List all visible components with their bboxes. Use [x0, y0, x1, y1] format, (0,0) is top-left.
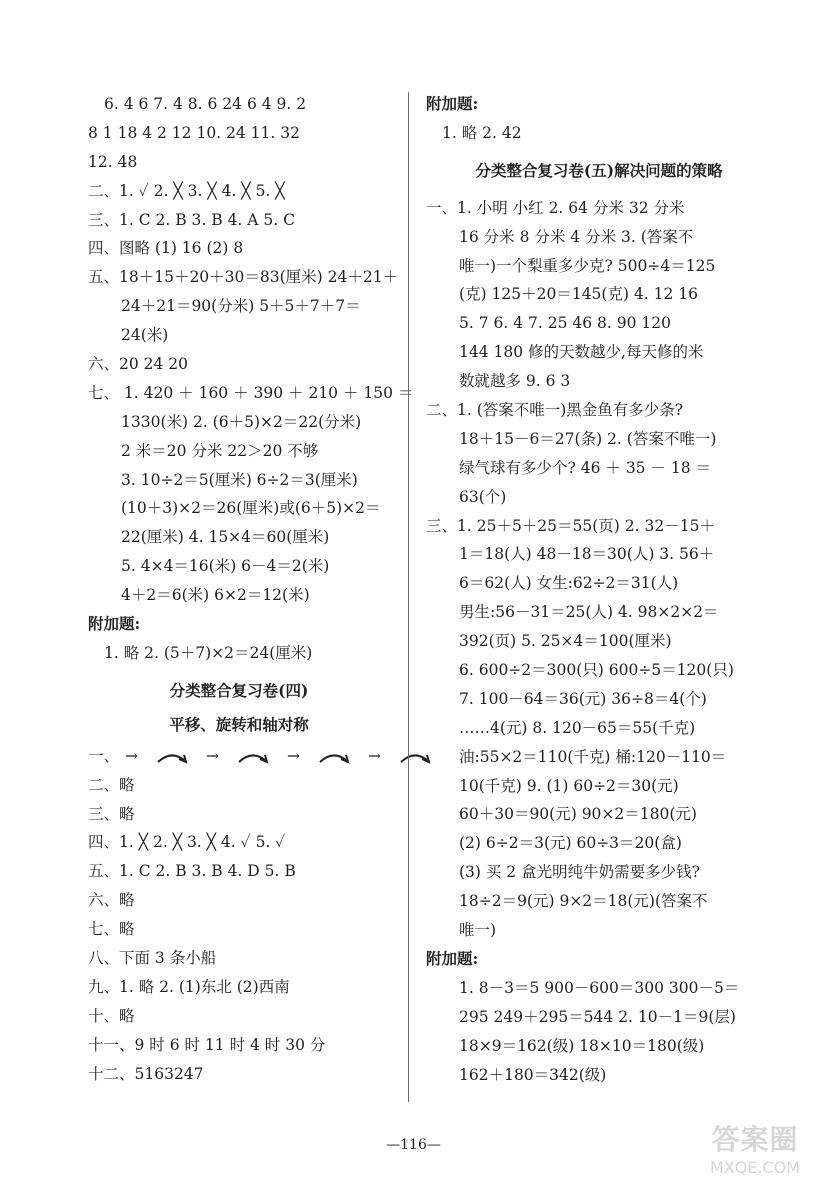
bonus-heading: 附加题:	[88, 614, 141, 634]
answer-line: 三、1. C 2. B 3. B 4. A 5. C	[88, 210, 295, 229]
answer-line: (10＋3)×2＝26(厘米)或(6＋5)×2＝	[121, 499, 381, 518]
answer-line: 1. 略 2. 42	[442, 123, 522, 142]
answer-line: (3) 买 2 盒光明纯牛奶需要多少钱?	[459, 863, 700, 882]
answer-line: 6. 4 6 7. 4 8. 6 24 6 4 9. 2	[104, 95, 307, 113]
answer-line: 五、1. C 2. B 3. B 4. D 5. B	[88, 862, 296, 881]
answer-line: 三、略	[88, 804, 135, 823]
answer-line: 十二、5163247	[88, 1064, 204, 1083]
answer-line: 8 1 18 4 2 12 10. 24 11. 32	[88, 123, 300, 142]
row-label: 一、	[88, 746, 120, 765]
answer-line: 九、1. 略 2. (1)东北 (2)西南	[88, 977, 290, 996]
right-column	[426, 90, 772, 1089]
answer-line: 七、略	[88, 920, 135, 939]
right-arrow-icon: →	[368, 746, 382, 765]
answer-line: 18＋15－6＝27(条) 2. (答案不唯一)	[459, 429, 717, 448]
watermark-url: MXQE.COM	[709, 1158, 801, 1177]
answer-line: 唯一)一个梨重多少克? 500÷4＝125	[459, 256, 716, 275]
watermark-text: 答案圈	[711, 1123, 799, 1156]
answer-line: 24(米)	[121, 326, 169, 345]
answer-line: 24＋21＝90(分米) 5＋5＋7＋7＝	[121, 297, 361, 316]
answer-line: 3. 10÷2＝5(厘米) 6÷2＝3(厘米)	[121, 470, 358, 489]
answer-line: 八、下面 3 条小船	[88, 949, 217, 968]
answer-line: 6＝62(人) 女生:62÷2＝31(人)	[459, 574, 679, 593]
answer-line: 二、略	[88, 775, 135, 794]
right-arrow-icon: →	[206, 746, 220, 765]
answer-line: 1330(米) 2. (6＋5)×2＝22(分米)	[121, 412, 362, 431]
answer-line: 5. 4×4＝16(米) 6－4＝2(米)	[121, 557, 330, 576]
answer-line: 18÷2＝9(元) 9×2＝18(元)(答案不	[459, 892, 708, 911]
section-title: 分类整合复习卷(五)解决问题的策略	[475, 160, 723, 180]
answer-line: 二、1. ✓ 2. ╳ 3. ╳ 4. ╳ 5. ╳	[88, 181, 285, 200]
clockwise-curve-arrow-icon	[317, 750, 351, 764]
answer-line: 6. 600÷2＝300(只) 600÷5＝120(只)	[459, 661, 734, 680]
answer-line: 十一、9 时 6 时 11 时 4 时 30 分	[88, 1035, 326, 1054]
answer-line: 油:55×2＝110(千克) 桶:120－110＝	[459, 747, 727, 766]
answer-line: 数就越多 9. 6 3	[459, 372, 571, 391]
answer-line: 男生:56－31＝25(人) 4. 98×2×2＝	[459, 603, 719, 622]
answer-line: 7. 100－64＝36(元) 36÷8＝4(个)	[459, 689, 707, 708]
answer-line: 4＋2＝6(米) 6×2＝12(米)	[121, 586, 310, 605]
answer-line: 16 分米 8 分米 4 分米 3. (答案不	[459, 227, 694, 246]
answer-line: 四、1. ╳ 2. ╳ 3. ╳ 4. ✓ 5. ✓	[88, 833, 286, 852]
right-arrow-icon: →	[287, 746, 301, 765]
answer-line: 四、图略 (1) 16 (2) 8	[88, 239, 244, 258]
answer-line: 十、略	[88, 1006, 135, 1025]
answer-line: 12. 48	[88, 152, 138, 171]
answer-line: 1＝18(人) 48－18＝30(人) 3. 56＋	[459, 545, 715, 564]
answer-line: 60＋30＝90(元) 90×2＝180(元)	[459, 805, 697, 824]
answer-line: 六、略	[88, 891, 135, 910]
answer-line: 22(厘米) 4. 15×4＝60(厘米)	[121, 528, 330, 547]
answer-line: 18×9＝162(级) 18×10＝180(级)	[459, 1036, 705, 1055]
answer-line: 二、1. (答案不唯一)黑金鱼有多少条?	[426, 401, 684, 420]
answer-line: 5. 7 6. 4 7. 25 46 8. 90 120	[459, 314, 671, 333]
answer-line: 162＋180＝342(级)	[459, 1065, 607, 1084]
answer-line: 五、18＋15＋20＋30＝83(厘米) 24＋21＋	[88, 268, 399, 287]
bonus-heading: 附加题:	[426, 94, 479, 113]
answer-line: (克) 125＋20＝145(克) 4. 12 16	[459, 285, 699, 304]
answer-line: 三、1. 25＋5＋25＝55(页) 2. 32－15＋	[426, 516, 715, 535]
page-number: —116—	[386, 1137, 441, 1153]
answer-line: 2 米＝20 分米 22＞20 不够	[121, 441, 319, 460]
answer-line: 一、1. 小明 小红 2. 64 分米 32 分米	[426, 198, 685, 217]
section-subtitle: 平移、旋转和轴对称	[169, 714, 309, 734]
answer-line: 63(个)	[459, 487, 507, 506]
answer-line: 绿气球有多少个? 46 ＋ 35 － 18 ＝	[459, 458, 712, 477]
clockwise-curve-arrow-icon	[236, 750, 270, 764]
answer-line: 六、20 24 20	[88, 355, 189, 374]
answer-line: 唯一)	[459, 921, 497, 940]
answer-line: 七、 1. 420 ＋ 160 ＋ 390 ＋ 210 ＋ 150 ＝	[88, 383, 414, 402]
answer-line: 1. 略 2. (5＋7)×2＝24(厘米)	[104, 643, 313, 662]
answer-line: 10(千克) 9. (1) 60÷2＝30(元)	[459, 776, 679, 795]
answer-line: 144 180 修的天数越少,每天修的米	[459, 343, 704, 362]
watermark-logo	[700, 1118, 810, 1190]
section-title: 分类整合复习卷(四)	[169, 680, 309, 700]
answer-line: ……4(元) 8. 120－65＝55(千克)	[459, 718, 696, 737]
answer-line: (2) 6÷2＝3(元) 60÷3＝20(盒)	[459, 834, 682, 853]
clockwise-curve-arrow-icon	[155, 750, 189, 764]
bonus-heading: 附加题:	[426, 948, 479, 968]
answer-line: 1. 8－3＝5 900－600＝300 300－5＝	[459, 978, 740, 997]
column-divider	[408, 92, 409, 1102]
arrow-answer-row	[88, 742, 390, 771]
left-column	[88, 90, 414, 1089]
right-arrow-icon: →	[125, 746, 139, 765]
answer-line: 392(页) 5. 25×4＝100(厘米)	[459, 632, 672, 651]
answer-line: 295 249＋295＝544 2. 10－1＝9(层)	[459, 1007, 736, 1026]
